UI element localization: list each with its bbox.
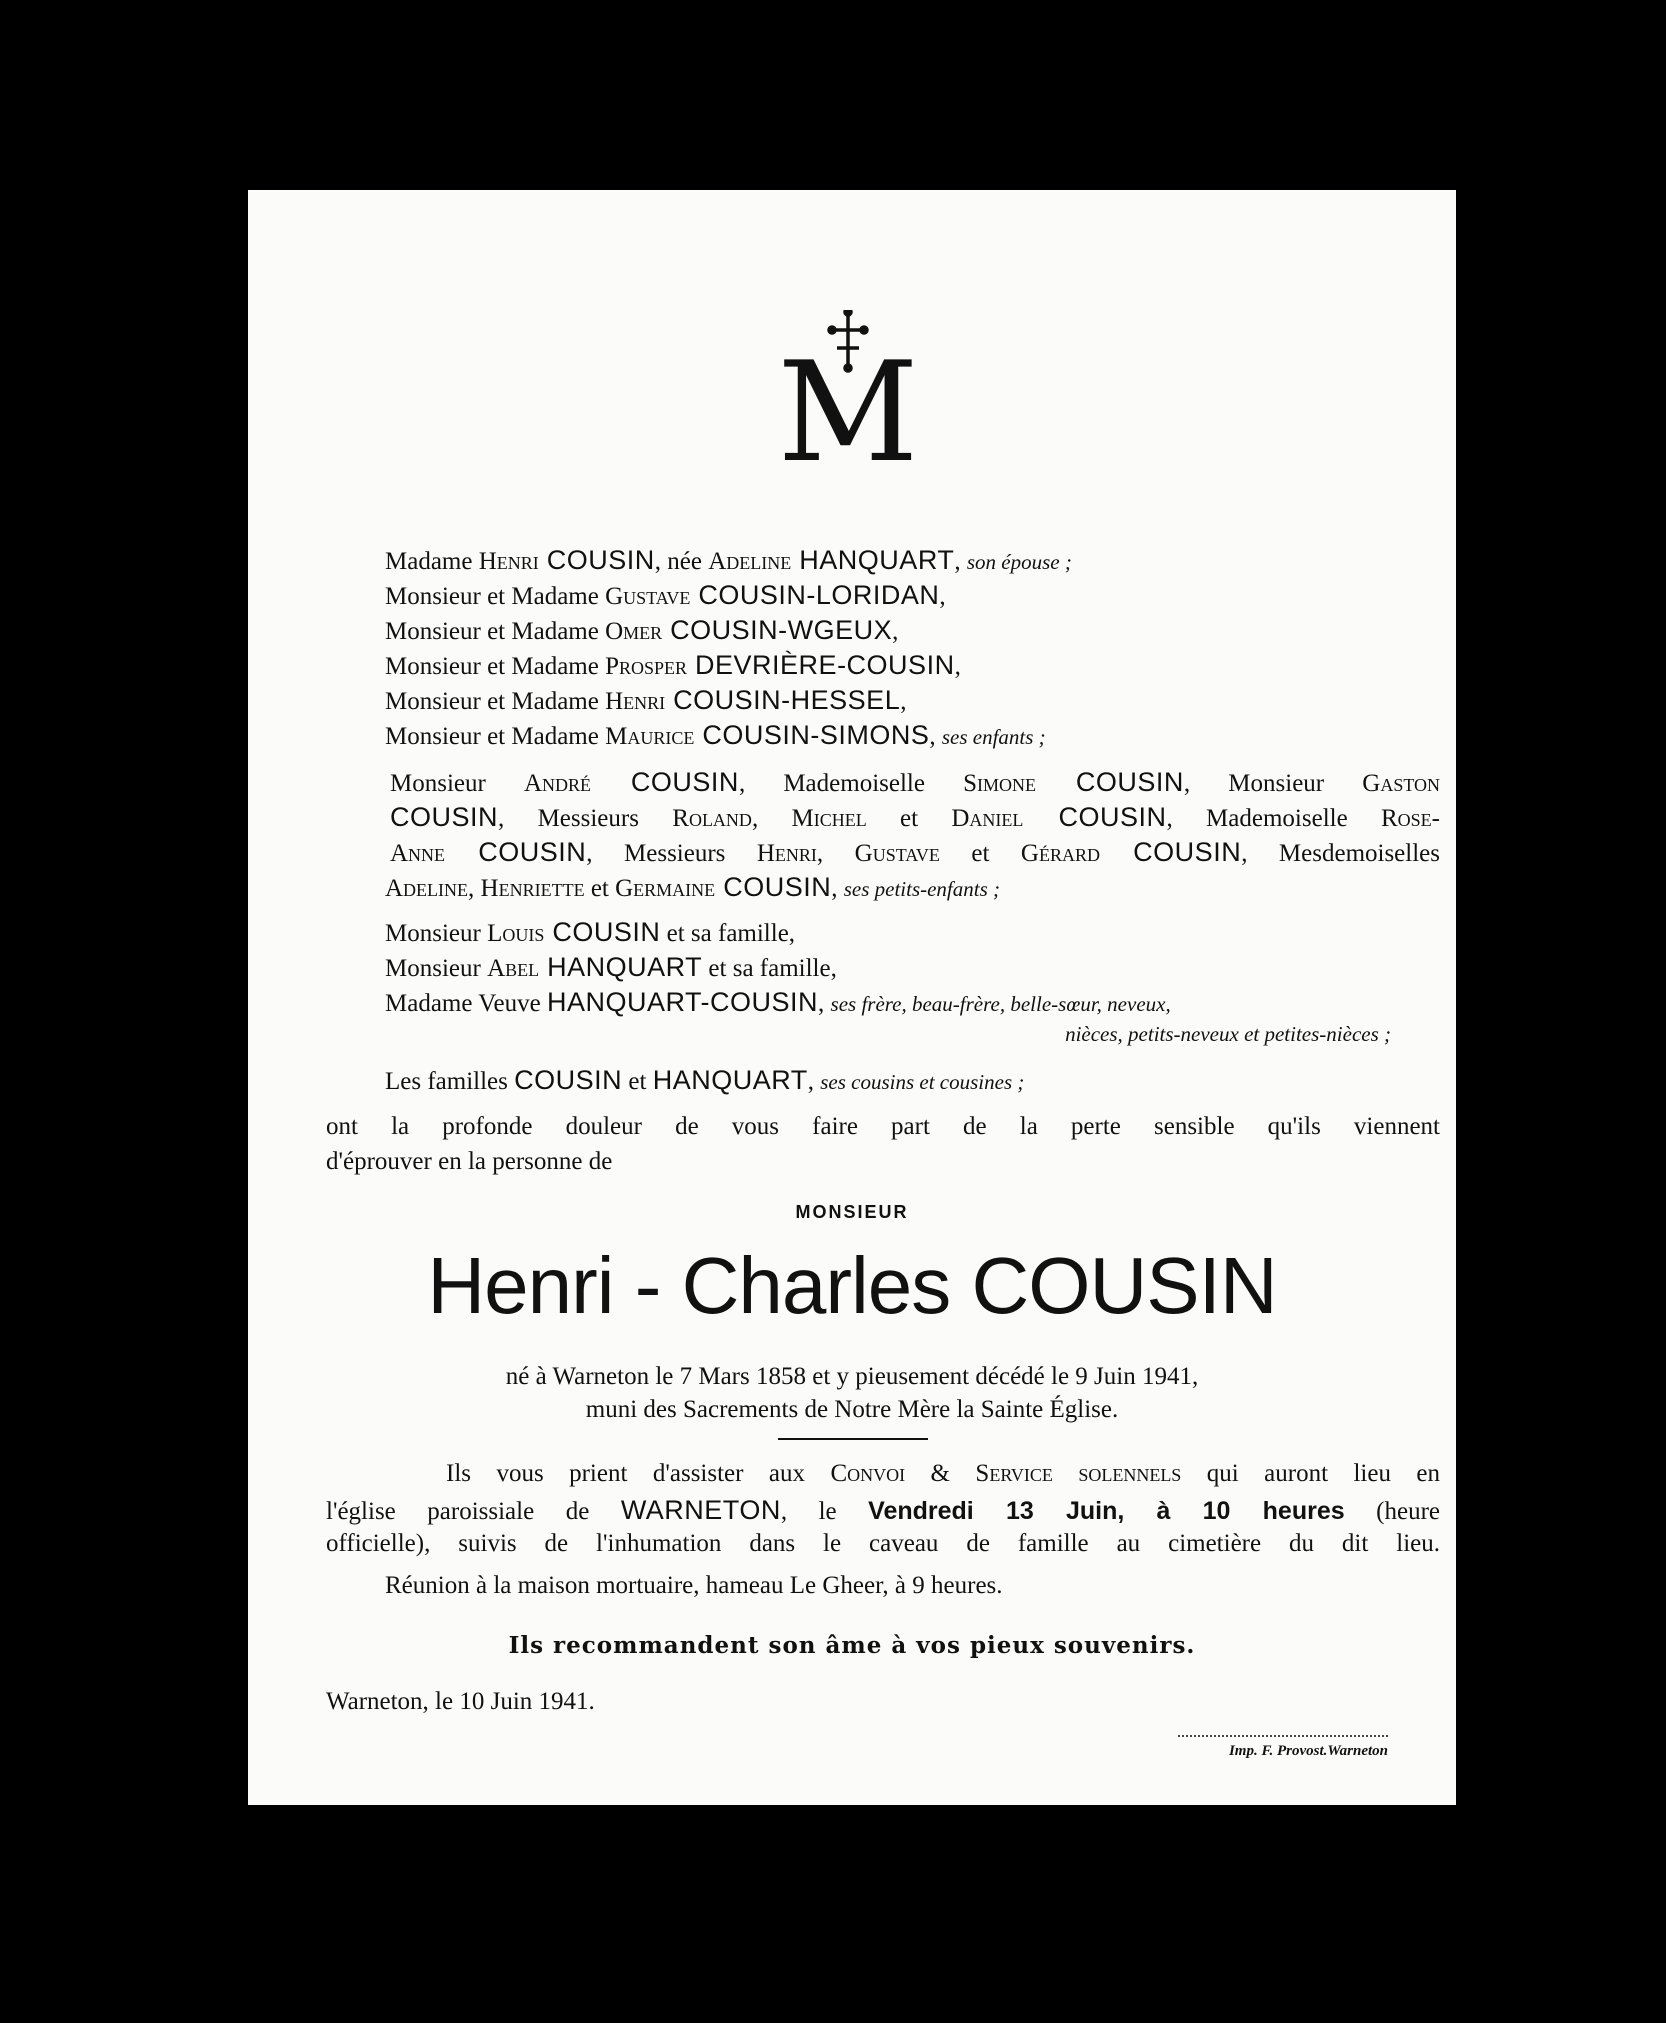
family-line-sibling-4 xyxy=(1065,1020,1391,1048)
surname: HANQUART xyxy=(791,545,955,575)
grandchildren-line-1 xyxy=(390,767,1440,798)
text: Monsieur xyxy=(390,770,524,797)
surname: COUSIN xyxy=(514,1065,623,1095)
surname: COUSIN-LORIDAN xyxy=(690,580,940,610)
relation-label: ses frère, beau-frère, belle-sœur, neveux, xyxy=(830,992,1171,1016)
first-name: Louis xyxy=(487,920,545,947)
first-name: Adeline xyxy=(385,875,469,902)
text: Les familles xyxy=(385,1068,515,1095)
text: qui auront lieu en xyxy=(1181,1460,1440,1487)
surname: HANQUART xyxy=(652,1065,808,1095)
first-name: Henriette xyxy=(480,875,585,902)
text: et xyxy=(866,805,952,832)
relation-label: ses petits-enfants ; xyxy=(843,877,1001,901)
text: Monsieur xyxy=(385,955,488,982)
text: , xyxy=(831,875,844,902)
surname: COUSIN xyxy=(1023,802,1167,832)
text: , Mademoiselle xyxy=(738,770,964,797)
text: , xyxy=(468,875,481,902)
deceased-title: MONSIEUR xyxy=(795,1202,909,1222)
place-date: Warneton, le 10 Juin 1941. xyxy=(326,1688,595,1715)
text: , Mademoiselle xyxy=(1166,805,1381,832)
first-name: Gérard xyxy=(1020,840,1100,867)
obituary-card xyxy=(248,190,1456,1805)
surname: COUSIN-HESSEL xyxy=(665,685,901,715)
printer-credit: Imp. F. Provost.Warneton xyxy=(1228,1743,1388,1759)
announcement-line-1: ont la profonde douleur de vous faire part de la perte sensible qu'ils viennent xyxy=(326,1113,1440,1140)
family-line-child-5 xyxy=(385,720,1046,751)
text: , Monsieur xyxy=(1183,770,1363,797)
family-line-child-1 xyxy=(385,580,946,611)
first-name: Henri xyxy=(756,840,817,867)
first-name: Adeline xyxy=(708,548,792,575)
first-name: Simone xyxy=(963,770,1036,797)
text: Monsieur et Madame xyxy=(385,688,606,715)
text: , Messieurs xyxy=(498,805,673,832)
family-line-spouse xyxy=(385,545,1072,576)
family-line-child-2 xyxy=(385,615,898,646)
surname: COUSIN xyxy=(1099,837,1242,867)
text: Monsieur xyxy=(385,920,488,947)
surname: COUSIN-SIMONS xyxy=(694,720,930,750)
text: , Mesdemoiselles xyxy=(1241,840,1440,867)
family-line-sibling-3 xyxy=(385,987,1171,1018)
text: et xyxy=(622,1068,653,1095)
first-name: Rose- xyxy=(1381,805,1441,832)
surname: HANQUART xyxy=(539,952,703,982)
family-line-sibling-2 xyxy=(385,952,837,983)
first-name: Roland xyxy=(672,805,752,832)
sacraments-line: muni des Sacrements de Notre Mère la Sainte Église. xyxy=(585,1396,1119,1423)
text: , xyxy=(954,548,967,575)
family-line-sibling-1 xyxy=(385,917,795,948)
text: Madame Veuve xyxy=(385,990,547,1017)
text: Monsieur et Madame xyxy=(385,653,606,680)
announcement-line-2: d'éprouver en la personne de xyxy=(326,1148,613,1175)
surname: COUSIN xyxy=(591,767,739,797)
service-date: Vendredi 13 Juin, à 10 heures xyxy=(868,1497,1345,1525)
service-name: Convoi & Service solennels xyxy=(830,1460,1182,1487)
first-name: Maurice xyxy=(605,723,695,750)
first-name: Henri xyxy=(605,688,666,715)
first-name: Michel xyxy=(791,805,867,832)
surname: COUSIN xyxy=(544,917,661,947)
service-line-2 xyxy=(326,1495,1440,1526)
surname: COUSIN xyxy=(445,837,587,867)
text: (heure xyxy=(1344,1498,1440,1525)
relation-label: ses cousins et cousines ; xyxy=(820,1070,1025,1094)
first-name: Anne xyxy=(390,840,446,867)
surname: HANQUART-COUSIN xyxy=(547,987,819,1017)
text: et sa famille, xyxy=(702,955,837,982)
text: , xyxy=(954,653,961,680)
grandchildren-line-4 xyxy=(385,872,1000,903)
text: Madame xyxy=(385,548,479,575)
surname: COUSIN xyxy=(390,802,499,832)
grandchildren-line-2 xyxy=(390,802,1440,833)
first-name: Gaston xyxy=(1362,770,1440,797)
text: l'église paroissiale de xyxy=(326,1498,621,1525)
text: , xyxy=(818,990,831,1017)
text: Monsieur et Madame xyxy=(385,583,606,610)
service-line-1 xyxy=(446,1460,1440,1488)
relation-label: nièces, petits-neveux et petites-nièces ; xyxy=(1065,1022,1391,1046)
surname: COUSIN-WGEUX xyxy=(662,615,893,645)
first-name: André xyxy=(523,770,592,797)
text: , xyxy=(939,583,946,610)
recommendation-line: Ils recommandent son âme à vos pieux souvenirs. xyxy=(508,1632,1196,1659)
text: et xyxy=(939,840,1021,867)
birth-death-line: né à Warneton le 7 Mars 1858 et y pieusement décédé le 9 Juin 1941, xyxy=(505,1363,1199,1390)
text: Monsieur et Madame xyxy=(385,723,606,750)
marian-monogram xyxy=(768,310,928,470)
first-name: Omer xyxy=(605,618,663,645)
printer-divider xyxy=(1178,1735,1388,1737)
text: , xyxy=(816,840,855,867)
surname: COUSIN xyxy=(715,872,832,902)
family-line-child-4 xyxy=(385,685,906,716)
text: , xyxy=(892,618,899,645)
service-line-3: officielle), suivis de l'inhumation dans le caveau de famille au cimetière du dit lieu. xyxy=(326,1530,1440,1557)
text: , xyxy=(900,688,907,715)
text: , née xyxy=(654,548,709,575)
text: , xyxy=(751,805,792,832)
text: et sa famille, xyxy=(660,920,796,947)
relation-label: ses enfants ; xyxy=(941,725,1046,749)
surname: COUSIN xyxy=(1036,767,1184,797)
family-line-cousins xyxy=(385,1065,1024,1096)
text: Monsieur et Madame xyxy=(385,618,606,645)
grandchildren-line-3 xyxy=(390,837,1440,868)
text: , Messieurs xyxy=(586,840,757,867)
relation-label: son épouse ; xyxy=(966,550,1072,574)
family-line-child-3 xyxy=(385,650,961,681)
gathering-line: Réunion à la maison mortuaire, hameau Le Gheer, à 9 heures. xyxy=(385,1572,1003,1599)
first-name: Gustave xyxy=(854,840,940,867)
text: , xyxy=(929,723,942,750)
first-name: Prosper xyxy=(605,653,688,680)
text: , xyxy=(807,1068,821,1095)
first-name: Germaine xyxy=(615,875,716,902)
surname: DEVRIÈRE-COUSIN xyxy=(687,650,955,680)
first-name: Henri xyxy=(478,548,539,575)
divider xyxy=(778,1438,928,1440)
text: et xyxy=(584,875,616,902)
text: , le xyxy=(780,1498,869,1525)
first-name: Daniel xyxy=(951,805,1024,832)
surname: COUSIN xyxy=(538,545,655,575)
town: WARNETON xyxy=(620,1495,781,1525)
first-name: Gustave xyxy=(605,583,691,610)
first-name: Abel xyxy=(487,955,540,982)
text: Ils vous prient d'assister aux xyxy=(446,1460,831,1487)
monogram-letter: M xyxy=(777,332,919,470)
deceased-name: Henri - Charles COUSIN xyxy=(427,1241,1277,1330)
